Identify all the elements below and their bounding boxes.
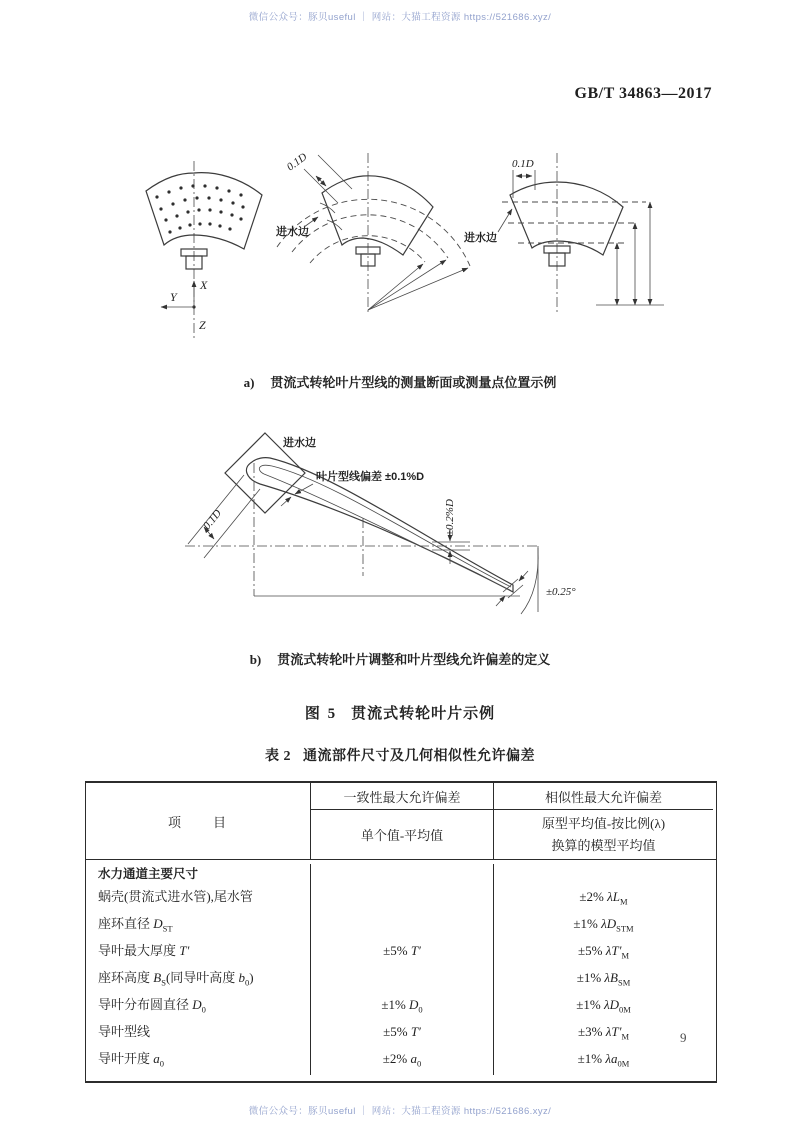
inlet-edge-label: 进水边 (276, 226, 309, 238)
table-cell: ±1% $\lambda D_{0M}$ (493, 994, 713, 1021)
figure-b-blade-tolerance-diagram (180, 418, 740, 636)
watermark-top: 微信公众号：豚贝useful ｜ 网站：大猫工程资源 https://521686.xyz/ (248, 12, 552, 23)
table-header (86, 783, 716, 860)
table-row (86, 967, 716, 994)
table-row (86, 886, 716, 913)
table-cell (310, 967, 493, 994)
dim-01d-label: 0.1D (201, 507, 224, 532)
table-cell: 座环直径 $D_{ST}$ (98, 915, 173, 934)
col-subheader-similarity: 原型平均值-按比例(λ) 换算的模型平均值 (493, 810, 713, 859)
table-cell: 导叶最大厚度 T′ (98, 942, 190, 958)
figure-5-caption: 图 5 贯流式转轮叶片示例 (304, 705, 496, 722)
standard-number: GB/T 34863—2017 (574, 85, 712, 102)
dim-01d-label: 0.1D (512, 158, 534, 170)
table-cell: ±3% $\lambda T'_M$ (493, 1021, 713, 1048)
coordinate-axes (161, 278, 208, 332)
table-row (86, 1048, 716, 1075)
caption-b-prefix: b) (249, 652, 262, 667)
table-body (86, 860, 716, 1081)
figure-a-blade-measurement-diagrams (130, 145, 670, 359)
table-cell (493, 864, 713, 886)
table-cell: ±2% $a_0$ (310, 1048, 493, 1075)
inlet-edge-label: 进水边 (464, 232, 497, 244)
table-cell: 导叶开度 $a_0$ (98, 1051, 165, 1069)
caption-a-prefix: a) (243, 375, 255, 390)
table-2-title: 表 2 通流部件尺寸及几何相似性允许偏差 (265, 747, 535, 764)
axis-y-label: Y (170, 290, 177, 304)
profile-deviation-label: 叶片型线偏差 ±0.1%D (316, 471, 425, 483)
table-2-number: 表 2 (265, 749, 291, 764)
page-number: 9 (680, 1030, 687, 1045)
table-cell: 导叶型线 (98, 1023, 151, 1039)
table-cell: 水力通道主要尺寸 (98, 867, 199, 881)
axis-z-label: Z (199, 318, 206, 332)
figure-a-caption: a) 贯流式转轮叶片型线的测量断面或测量点位置示例 (243, 375, 557, 390)
measurement-points (155, 184, 244, 233)
col-header-consistency: 一致性最大允许偏差 (310, 783, 493, 810)
blade-diagram-section-arcs (275, 151, 470, 315)
col-subheader-consistency: 单个值-平均值 (310, 810, 493, 859)
figure-b-caption: b) 贯流式转轮叶片调整和叶片型线允许偏差的定义 (249, 652, 551, 667)
inlet-edge-label: 进水边 (283, 437, 316, 449)
watermark-bottom: 微信公众号：豚贝useful ｜ 网站：大猫工程资源 https://521686.xyz/ (248, 1106, 552, 1117)
col-header-item: 项 目 (167, 814, 228, 830)
table-cell: ±5% $\lambda T'_M$ (493, 940, 713, 967)
table-cell: 导叶分布圆直径 $D_0$ (98, 996, 206, 1015)
table-cell (310, 886, 493, 913)
table-cell: 座环高度 $B_S$(同导叶高度 $b_0$) (98, 969, 254, 988)
col-header-similarity: 相似性最大允许偏差 (493, 783, 713, 810)
table-cell: 蜗壳(贯流式进水管),尾水管 (98, 888, 253, 904)
table-row (86, 913, 716, 940)
blade-profile-drawing (185, 433, 576, 614)
table-2 (85, 781, 717, 1083)
table-row (86, 994, 716, 1021)
figure-5-number: 图 5 (304, 706, 338, 722)
table-cell: ±5% T′ (310, 1021, 493, 1048)
table-row (86, 864, 716, 886)
dim-01d-label: 0.1D (284, 150, 310, 174)
table-cell: ±1% $\lambda B_{SM}$ (493, 967, 713, 994)
table-cell: ±1% $\lambda D_{STM}$ (493, 913, 713, 940)
table-cell: ±5% T′ (310, 940, 493, 967)
table-cell: ±2% $\lambda L_M$ (493, 886, 713, 913)
table-cell: ±1% $D_0$ (310, 994, 493, 1021)
table-row (86, 940, 716, 967)
blade-diagram-measurement-points (146, 161, 262, 341)
blade-diagram-height-dimensions (463, 153, 664, 315)
angle-tolerance-label: ±0.25° (546, 586, 576, 598)
table-cell: ±1% $\lambda a_{0M}$ (493, 1048, 713, 1075)
axis-x-label: X (200, 278, 208, 292)
table-cell (310, 913, 493, 940)
table-row (86, 1021, 716, 1048)
table-cell (310, 864, 493, 886)
dim-02d-label: ±0.2%D (444, 499, 456, 536)
